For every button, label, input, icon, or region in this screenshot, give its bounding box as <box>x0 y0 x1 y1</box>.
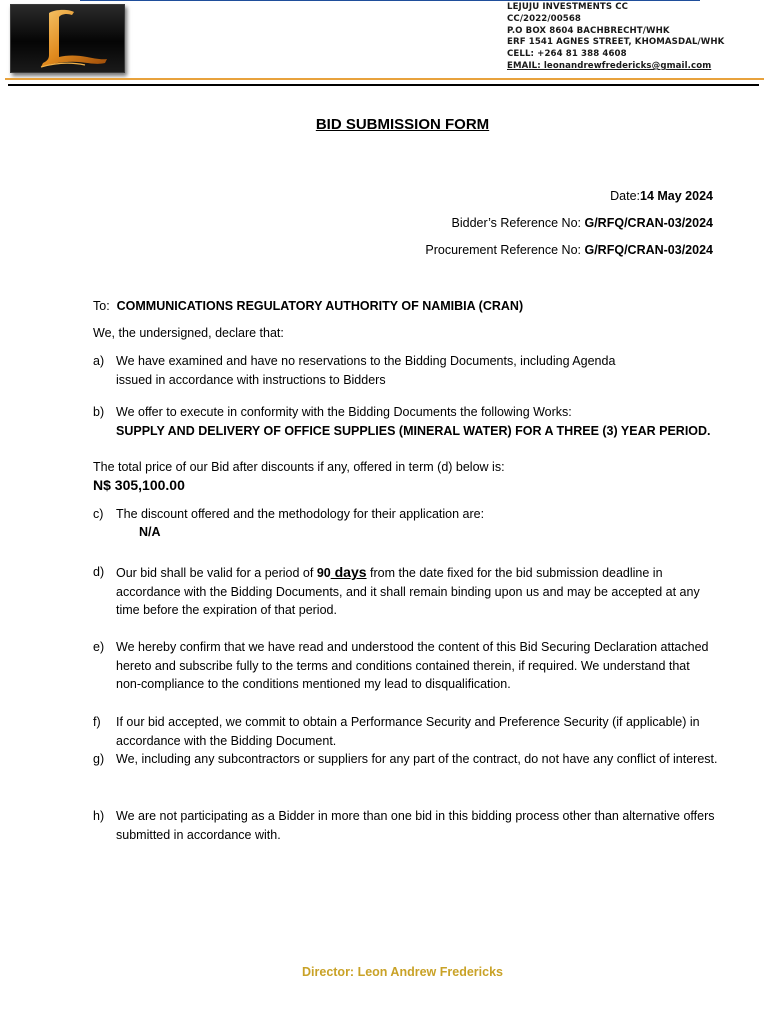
item-b-text: We offer to execute in conformity with the Bidding Documents the following Works: <box>116 405 572 419</box>
company-details <box>507 2 762 73</box>
director-signature: Director: Leon Andrew Fredericks <box>302 965 503 979</box>
date-line <box>610 189 713 203</box>
item-b-works: SUPPLY AND DELIVERY OF OFFICE SUPPLIES (MINERAL WATER) FOR A THREE (3) YEAR PERIOD. <box>116 423 711 438</box>
item-b-letter: b) <box>93 405 105 419</box>
recipient-label: To: <box>93 299 110 313</box>
item-g-text: We, including any subcontractors or suppliers for any part of the contract, do not have any conflict of interest. <box>116 752 718 766</box>
item-h <box>93 807 718 844</box>
discount-value: N/A <box>139 525 161 539</box>
procurement-reference-label: Procurement Reference No: <box>425 243 585 257</box>
item-d-after: from the date fixed for the bid submission deadline in accordance with the Bidding Documents, and it shall remain binding upon us and may be accepted at any time before the expiration of that period. <box>116 566 700 618</box>
document-title: BID SUBMISSION FORM <box>315 116 490 133</box>
company-registration: CC/2022/00568 <box>507 13 582 24</box>
item-e-letter: e) <box>93 640 105 654</box>
date-label: Date: <box>610 189 641 203</box>
validity-days-number: 90 <box>316 566 331 580</box>
item-f-letter: f) <box>93 715 101 729</box>
item-g-letter: g) <box>93 752 105 766</box>
company-cell: CELL: +264 81 388 4608 <box>507 49 627 60</box>
item-h-text: We are not participating as a Bidder in more than one bid in this bidding process other than alternative offers submitted in accordance with. <box>116 809 715 842</box>
item-c <box>93 505 718 524</box>
total-price-text: The total price of our Bid after discounts if any, offered in term (d) below is: <box>93 460 505 474</box>
company-logo <box>10 4 125 73</box>
company-email[interactable]: EMAIL: leonandrewfredericks@gmail.com <box>507 60 712 71</box>
item-g <box>93 750 718 769</box>
bidder-reference-line <box>452 216 713 230</box>
header-top-rule <box>80 0 700 1</box>
procurement-reference-value: G/RFQ/CRAN-03/2024 <box>584 243 713 257</box>
company-po-box: P.O BOX 8604 BACHBRECHT/WHK <box>507 25 670 36</box>
item-d-before: Our bid shall be valid for a period of <box>116 566 317 580</box>
item-a-text: We have examined and have no reservations to the Bidding Documents, including Agenda issued in accordance with instructions to Bidders <box>116 354 616 387</box>
date-value: 14 May 2024 <box>640 189 713 203</box>
validity-days-word: days <box>330 564 367 580</box>
item-b <box>93 403 718 440</box>
total-price-value: N$ 305,100.00 <box>93 477 185 493</box>
recipient-name: COMMUNICATIONS REGULATORY AUTHORITY OF NAMIBIA (CRAN) <box>116 299 524 313</box>
item-h-letter: h) <box>93 809 105 823</box>
header-divider <box>8 84 759 86</box>
item-c-letter: c) <box>93 507 104 521</box>
item-d-letter: d) <box>93 565 105 579</box>
header-accent-rule <box>5 78 764 80</box>
recipient-line <box>93 297 523 316</box>
item-a-letter: a) <box>93 354 105 368</box>
declaration-intro: We, the undersigned, declare that: <box>93 326 284 340</box>
bidder-reference-value: G/RFQ/CRAN-03/2024 <box>584 216 713 230</box>
procurement-reference-line <box>425 243 713 257</box>
item-e <box>93 638 718 694</box>
item-c-text: The discount offered and the methodology for their application are: <box>116 507 485 521</box>
item-f <box>93 713 718 750</box>
item-d <box>93 563 718 620</box>
company-name: LEJUJU INVESTMENTS CC <box>507 2 629 12</box>
lejuju-L-logo-icon <box>11 5 124 72</box>
company-street-address: ERF 1541 AGNES STREET, KHOMASDAL/WHK <box>507 37 725 48</box>
item-f-text: If our bid accepted, we commit to obtain a Performance Security and Preference Security (if applicable) in accordance with the Bidding Document. <box>116 715 700 748</box>
item-d-text <box>116 563 718 620</box>
bidder-reference-label: Bidder’s Reference No: <box>451 216 585 230</box>
item-e-text: We hereby confirm that we have read and understood the content of this Bid Securing Declaration attached hereto and subscribe fully to the terms and conditions contained therein, if required. We understand that non-compliance to the conditions mentioned my lead to disqualification. <box>116 640 709 692</box>
item-a <box>93 352 653 389</box>
